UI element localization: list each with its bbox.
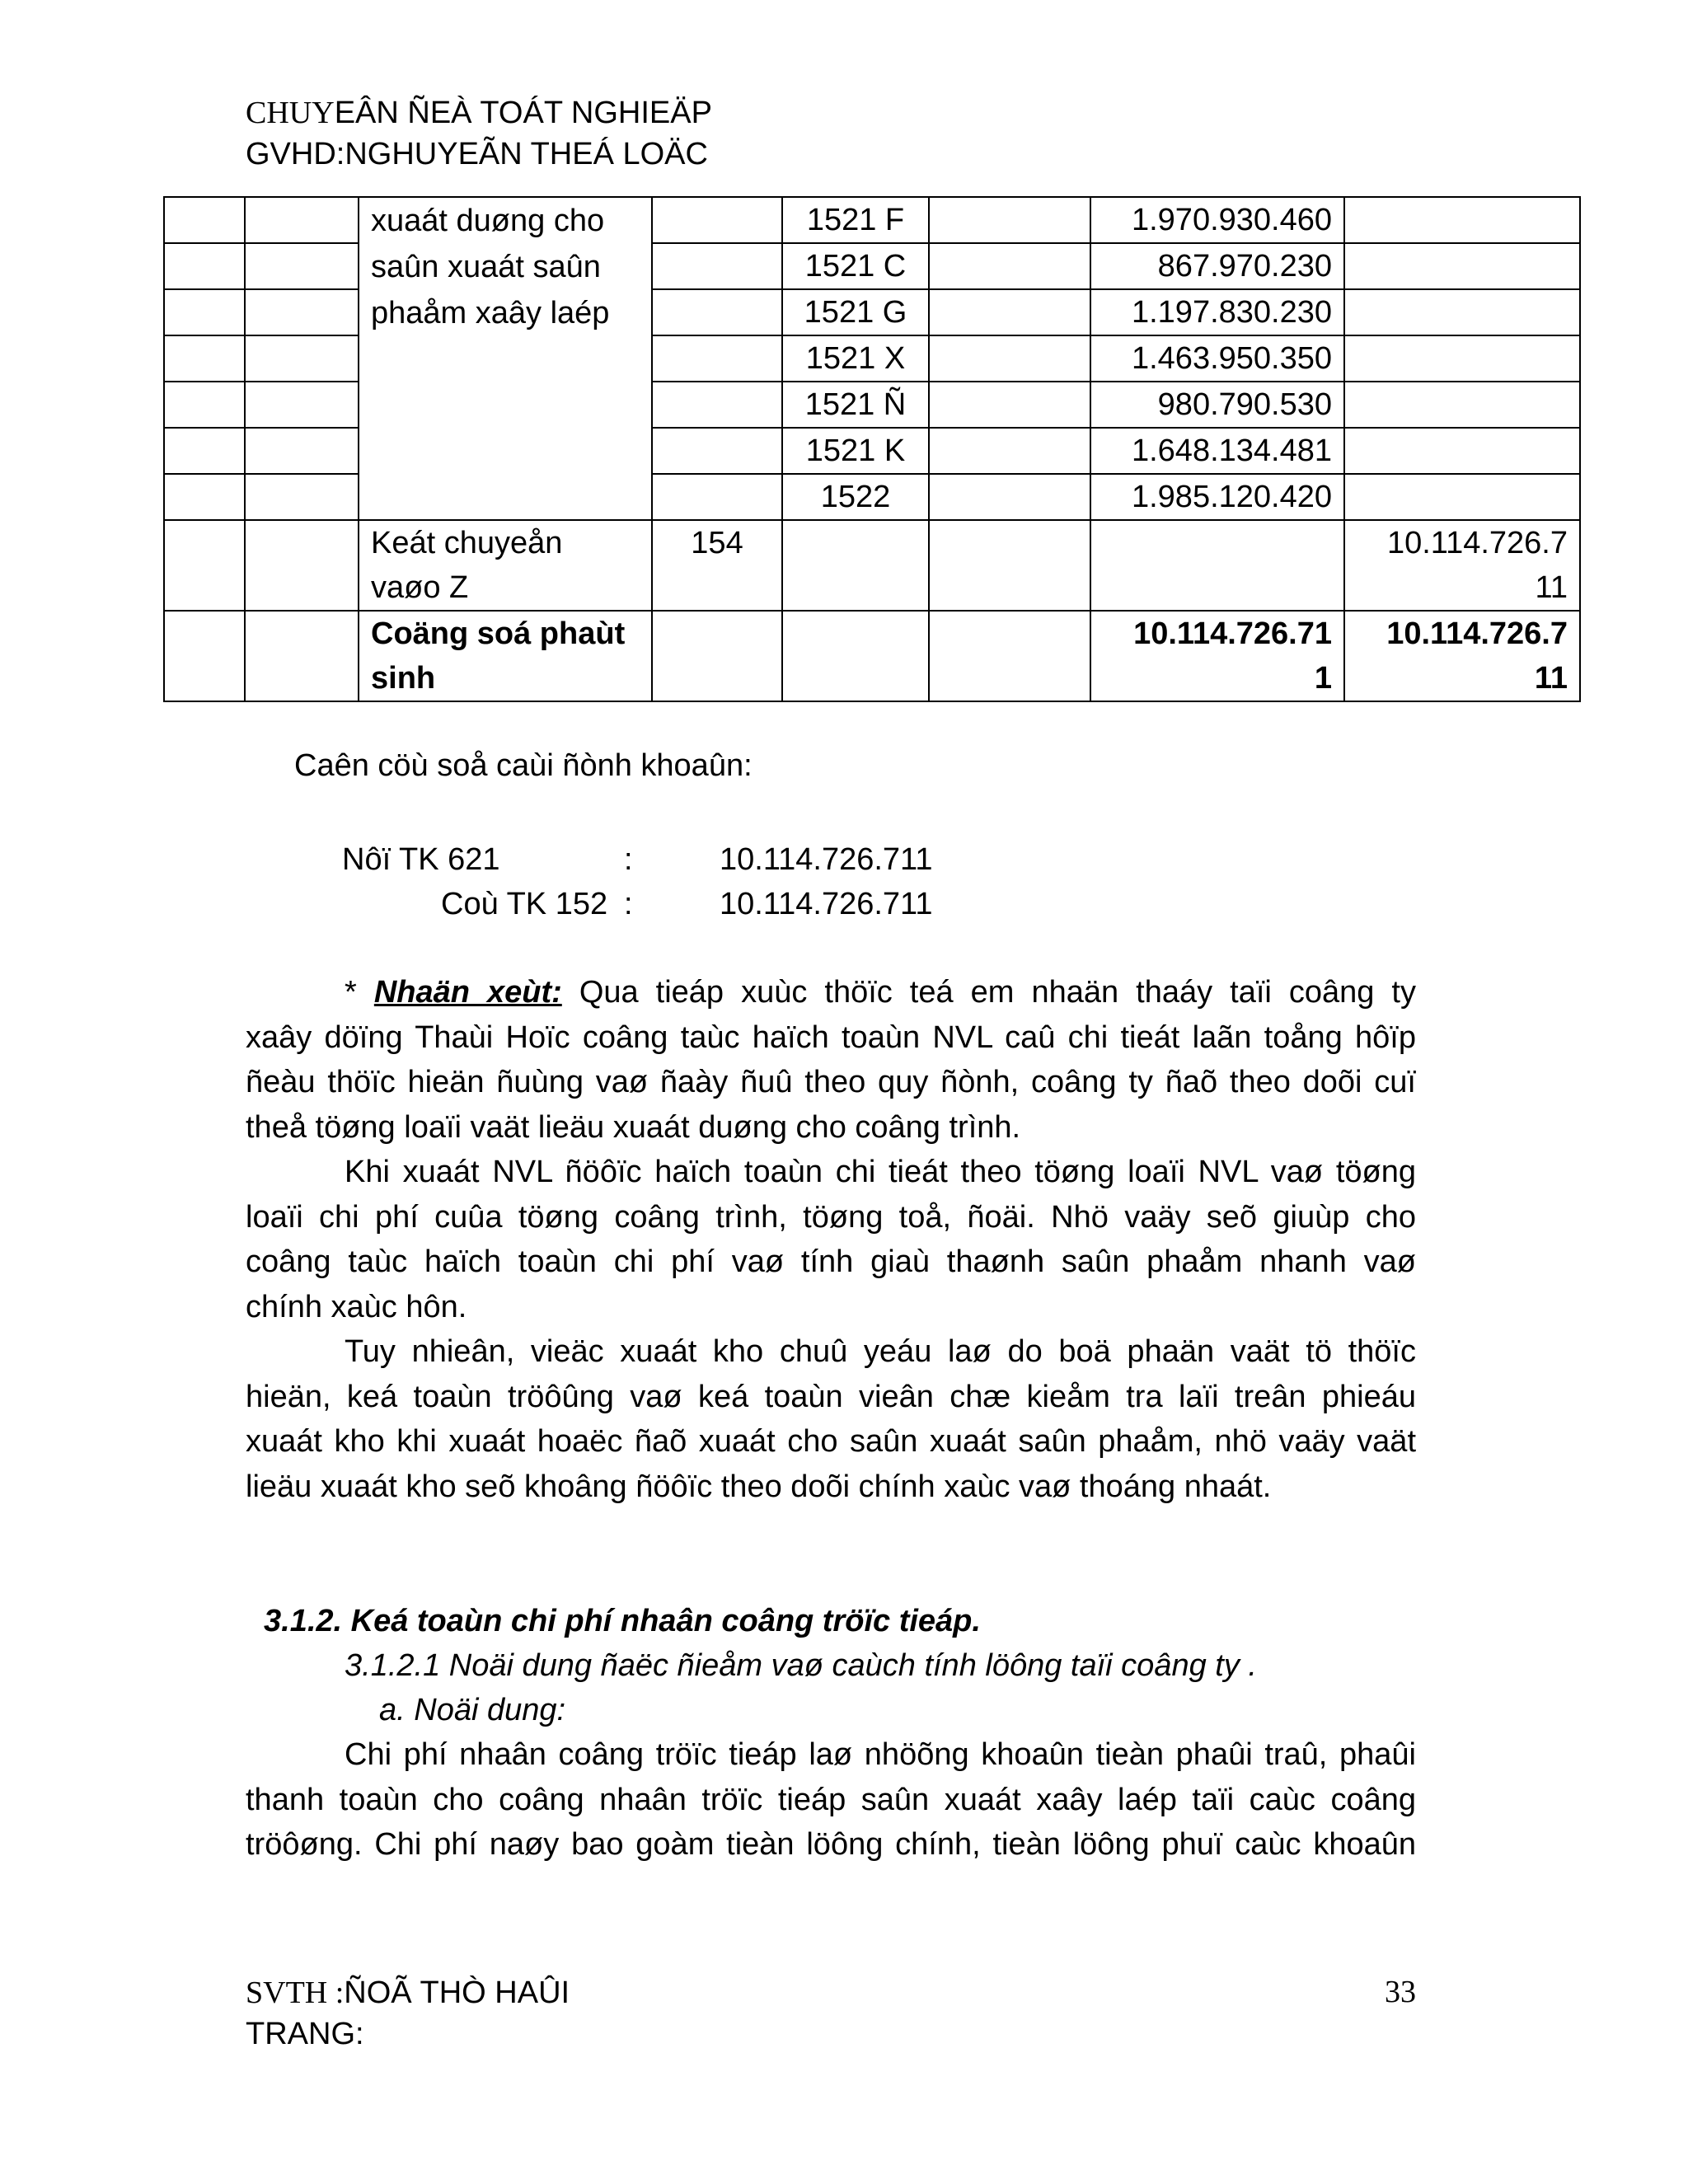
total-credit: 10.114.726.7 11 (1344, 611, 1580, 701)
credit-entry-value: 10.114.726.711 (720, 887, 933, 921)
debit-amount: 867.970.230 (1090, 243, 1344, 289)
account-code: 1521 K (782, 428, 929, 474)
account-code: 1521 C (782, 243, 929, 289)
page-header (246, 92, 712, 175)
issue-description: xuaát duøng cho saûn xuaát saûn phaåm xaây laép (359, 197, 652, 520)
debit-amount: 1.648.134.481 (1090, 428, 1344, 474)
account-code: 1522 (782, 474, 929, 520)
header-thesis-title: CHUYEÂN ÑEÀ TOÁT NGHIEÄP (246, 96, 712, 130)
balance-title: Caên cöù soå caùi ñònh khoaûn: (294, 748, 753, 783)
remark-label: Nhaän xeùt: (373, 975, 562, 1010)
table-row-total (164, 611, 1580, 701)
remark-paragraph: * Nhaän xeùt: Qua tieáp xuùc thöïc teá em nhaän thaáy taïi coâng ty xaây döïng Thaùi Hoïc coâng taùc haïch toaùn NVL caû chi tieát laãn toång hôïp ñeàu thöïc hieän ñuùng vaø ñaày ñuû theo quy ñònh, coâng ty ñaõ theo doõi cuï theå töøng loaïi vaät lieäu xuaát duøng cho coâng trình. Khi xuaát NVL ñöôïc haïch toaùn chi tieát theo töøng loaïi NVL vaø töøng loaïi chi phí cuûa töøng coâng trình, töøng toå, ñoäi. Nhö vaäy seõ giuùp cho coâng taùc haïch toaùn chi phí vaø tính giaù thaønh saûn phaåm nhanh vaø chính xaùc hôn. Tuy nhieân, vieäc xuaát kho chuû yeáu laø do boä phaän vaät tö thöïc hieän, keá toaùn tröôûng vaø keá toaùn vieân chæ kieåm tra laïi treân phieáu xuaát kho khi xuaát hoaëc ñaõ xuaát cho saûn xuaát saûn phaåm, nhö vaäy vaät lieäu xuaát kho seõ khoâng ñöôïc theo doõi chính xaùc vaø thoáng nhaát. (246, 975, 1416, 1504)
debit-amount: 1.985.120.420 (1090, 474, 1344, 520)
subsection-item-a: a. Noäi dung: (379, 1693, 566, 1727)
total-label: Coäng soá phaùt sinh (359, 611, 652, 701)
page-footer: SVTH :ÑOÃ THÒ HAÛI TRANG: (246, 1972, 570, 2055)
account-code: 1521 F (782, 197, 929, 243)
debit-amount: 1.463.950.350 (1090, 335, 1344, 382)
debit-amount: 1.970.930.460 (1090, 197, 1344, 243)
debit-entry-label: Nôï TK 621 (342, 842, 500, 877)
section-heading: 3.1.2. Keá toaùn chi phí nhaân coâng tröïc tieáp. (264, 1604, 981, 1638)
debit-entry-colon: : (624, 842, 633, 877)
account-code: 1521 X (782, 335, 929, 382)
ledger-table (163, 196, 1581, 702)
debit-amount: 980.790.530 (1090, 382, 1344, 428)
debit-amount: 1.197.830.230 (1090, 289, 1344, 335)
credit-entry-colon: : (624, 887, 633, 921)
header-advisor: GVHD:NGHUYEÃN THEÁ LOÄC (246, 137, 708, 171)
table-row (164, 197, 1580, 243)
credit-entry-label: Coù TK 152 (441, 887, 608, 921)
subsection-heading: 3.1.2.1 Noäi dung ñaëc ñieåm vaø caùch tính löông taïi coâng ty . (345, 1648, 1257, 1683)
page-number: 33 (1385, 1975, 1416, 2009)
section-body: Chi phí nhaân coâng tröïc tieáp laø nhöõng khoaûn tieàn phaûi traû, phaûi thanh toaùn cho coâng nhaân tröïc tieáp saûn xuaát xaây laép taïi caùc coâng tröôøng. Chi phí naøy bao goàm tieàn löông chính, tieàn löông phuï caùc khoaûn (246, 1737, 1416, 1862)
account-code: 1521 G (782, 289, 929, 335)
transfer-description: Keát chuyeån vaøo Z (359, 520, 652, 611)
transfer-account: 154 (652, 520, 782, 611)
debit-entry-value: 10.114.726.711 (720, 842, 933, 877)
transfer-credit: 10.114.726.7 11 (1344, 520, 1580, 611)
account-code: 1521 Ñ (782, 382, 929, 428)
footer-student: SVTH :ÑOÃ THÒ HAÛI (246, 1975, 570, 2010)
table-row-transfer (164, 520, 1580, 611)
total-debit: 10.114.726.71 1 (1090, 611, 1344, 701)
